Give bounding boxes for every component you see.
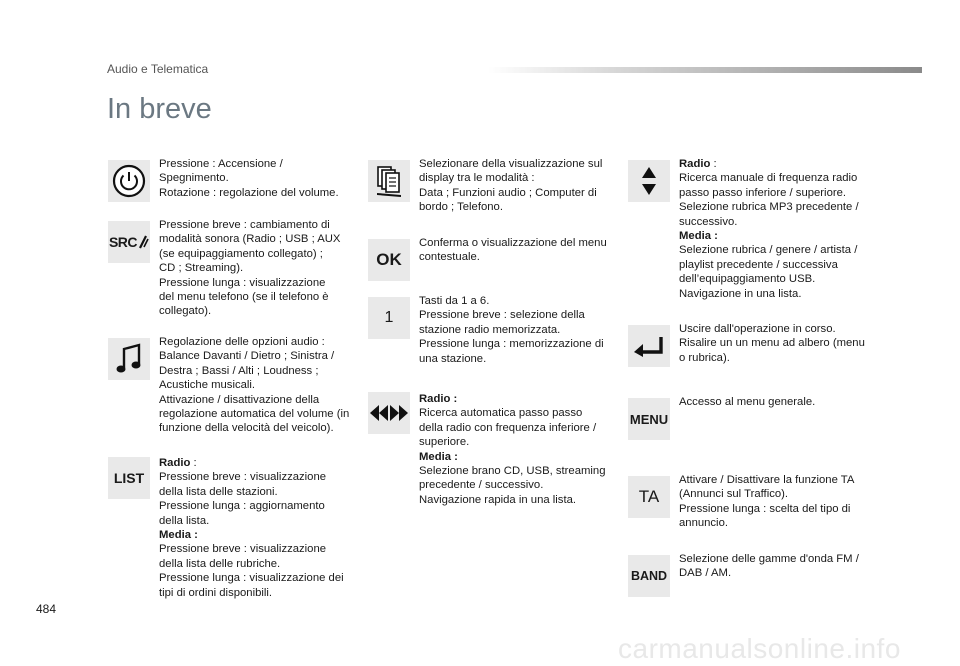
updown-media-heading: Media : <box>679 230 718 243</box>
seek-media-text: Selezione brano CD, USB, streaming precedente / successivo. Navigazione rapida in una lista. <box>419 465 606 506</box>
band-label: BAND <box>630 569 668 583</box>
src-phone-icon <box>108 221 150 263</box>
ok-button-icon <box>368 239 410 281</box>
list-media-heading: Media : <box>159 529 198 542</box>
ok-description: Conferma o visualizzazione del menu contestuale. <box>419 237 607 264</box>
list-description <box>159 456 359 600</box>
power-description: Pressione : Accensione / Spegnimento. Rotazione : regolazione del volume. <box>159 158 339 199</box>
music-note-icon <box>108 338 150 380</box>
ok-label: OK <box>376 250 402 269</box>
updown-radio-text: : Ricerca manuale di frequenza radio passo passo inferiore / superiore. Selezione rubrica MP3 precedente / successivo. <box>679 158 859 228</box>
list-radio-heading: Radio <box>159 457 191 469</box>
preset-one-icon <box>368 297 410 339</box>
seek-radio-text: Ricerca automatica passo passo della radio con frequenza inferiore / superiore. <box>419 407 597 449</box>
seek-description <box>419 392 619 507</box>
ta-button-icon <box>628 476 670 518</box>
list-media-text: Pressione breve : visualizzazione della lista delle rubriche. Pressione lunga : visualizzazione dei tipi di ordini disponibili. <box>159 543 344 599</box>
display-pages-icon <box>368 160 410 202</box>
preset-label: 1 <box>384 309 394 326</box>
band-button-icon <box>628 555 670 597</box>
audio-description: Regolazione delle opzioni audio : Balance Davanti / Dietro ; Sinistra / Destra ; Bassi / Alti ; Loudness ; Acustiche musicali. Attivazione / disattivazione della regolazione automatica del volume (in funzione della velocità del veicolo). <box>159 336 350 435</box>
list-label: LIST <box>113 470 145 486</box>
src-description: Pressione breve : cambiamento di modalità sonora (Radio ; USB ; AUX (se equipaggiamento collegato) ; CD ; Streaming). Pressione lunga : visualizzazione del menu telefono (se il telefono è collegato). <box>159 219 341 318</box>
seek-arrows-icon <box>368 392 410 434</box>
list-radio-text: : Pressione breve : visualizzazione della lista delle stazioni. Pressione lunga : aggiornamento della lista. <box>159 457 327 527</box>
page-title: In breve <box>107 93 212 125</box>
back-return-icon <box>628 325 670 367</box>
menu-label: MENU <box>629 411 669 427</box>
updown-radio-heading: Radio <box>679 158 711 170</box>
ta-description: Attivare / Disattivare la funzione TA (Annunci sul Traffico). Pressione lunga : scelta del tipo di annuncio. <box>679 474 855 530</box>
watermark: carmanualsonline.info <box>618 633 901 664</box>
back-description: Uscire dall'operazione in corso. Risalire un un menu ad albero (menu o rubrica). <box>679 323 865 364</box>
header-rule <box>488 67 922 73</box>
power-icon <box>108 160 150 202</box>
src-label: SRC <box>108 234 138 250</box>
list-button-icon <box>108 457 150 499</box>
up-down-arrows-icon <box>628 160 670 202</box>
seek-radio-heading: Radio : <box>419 393 458 405</box>
menu-button-icon <box>628 398 670 440</box>
updown-media-text: Selezione rubrica / genere / artista / playlist precedente / successiva dell’equipaggiamento USB. Navigazione in una lista. <box>679 244 858 300</box>
preset-description: Tasti da 1 a 6. Pressione breve : selezione della stazione radio memorizzata. Pressione lunga : memorizzazione di una stazione. <box>419 295 604 365</box>
page-number: 484 <box>36 602 57 616</box>
section-header: Audio e Telematica <box>107 62 209 76</box>
seek-media-heading: Media : <box>419 450 458 463</box>
display-description: Selezionare della visualizzazione sul display tra le modalità : Data ; Funzioni audio ; Computer di bordo ; Telefono. <box>419 158 603 214</box>
phone-slash-icon <box>137 234 149 250</box>
ta-label: TA <box>638 487 660 506</box>
updown-description <box>679 157 879 301</box>
band-description: Selezione delle gamme d'onda FM / DAB / AM. <box>679 553 859 580</box>
menu-description: Accesso al menu generale. <box>679 396 816 408</box>
